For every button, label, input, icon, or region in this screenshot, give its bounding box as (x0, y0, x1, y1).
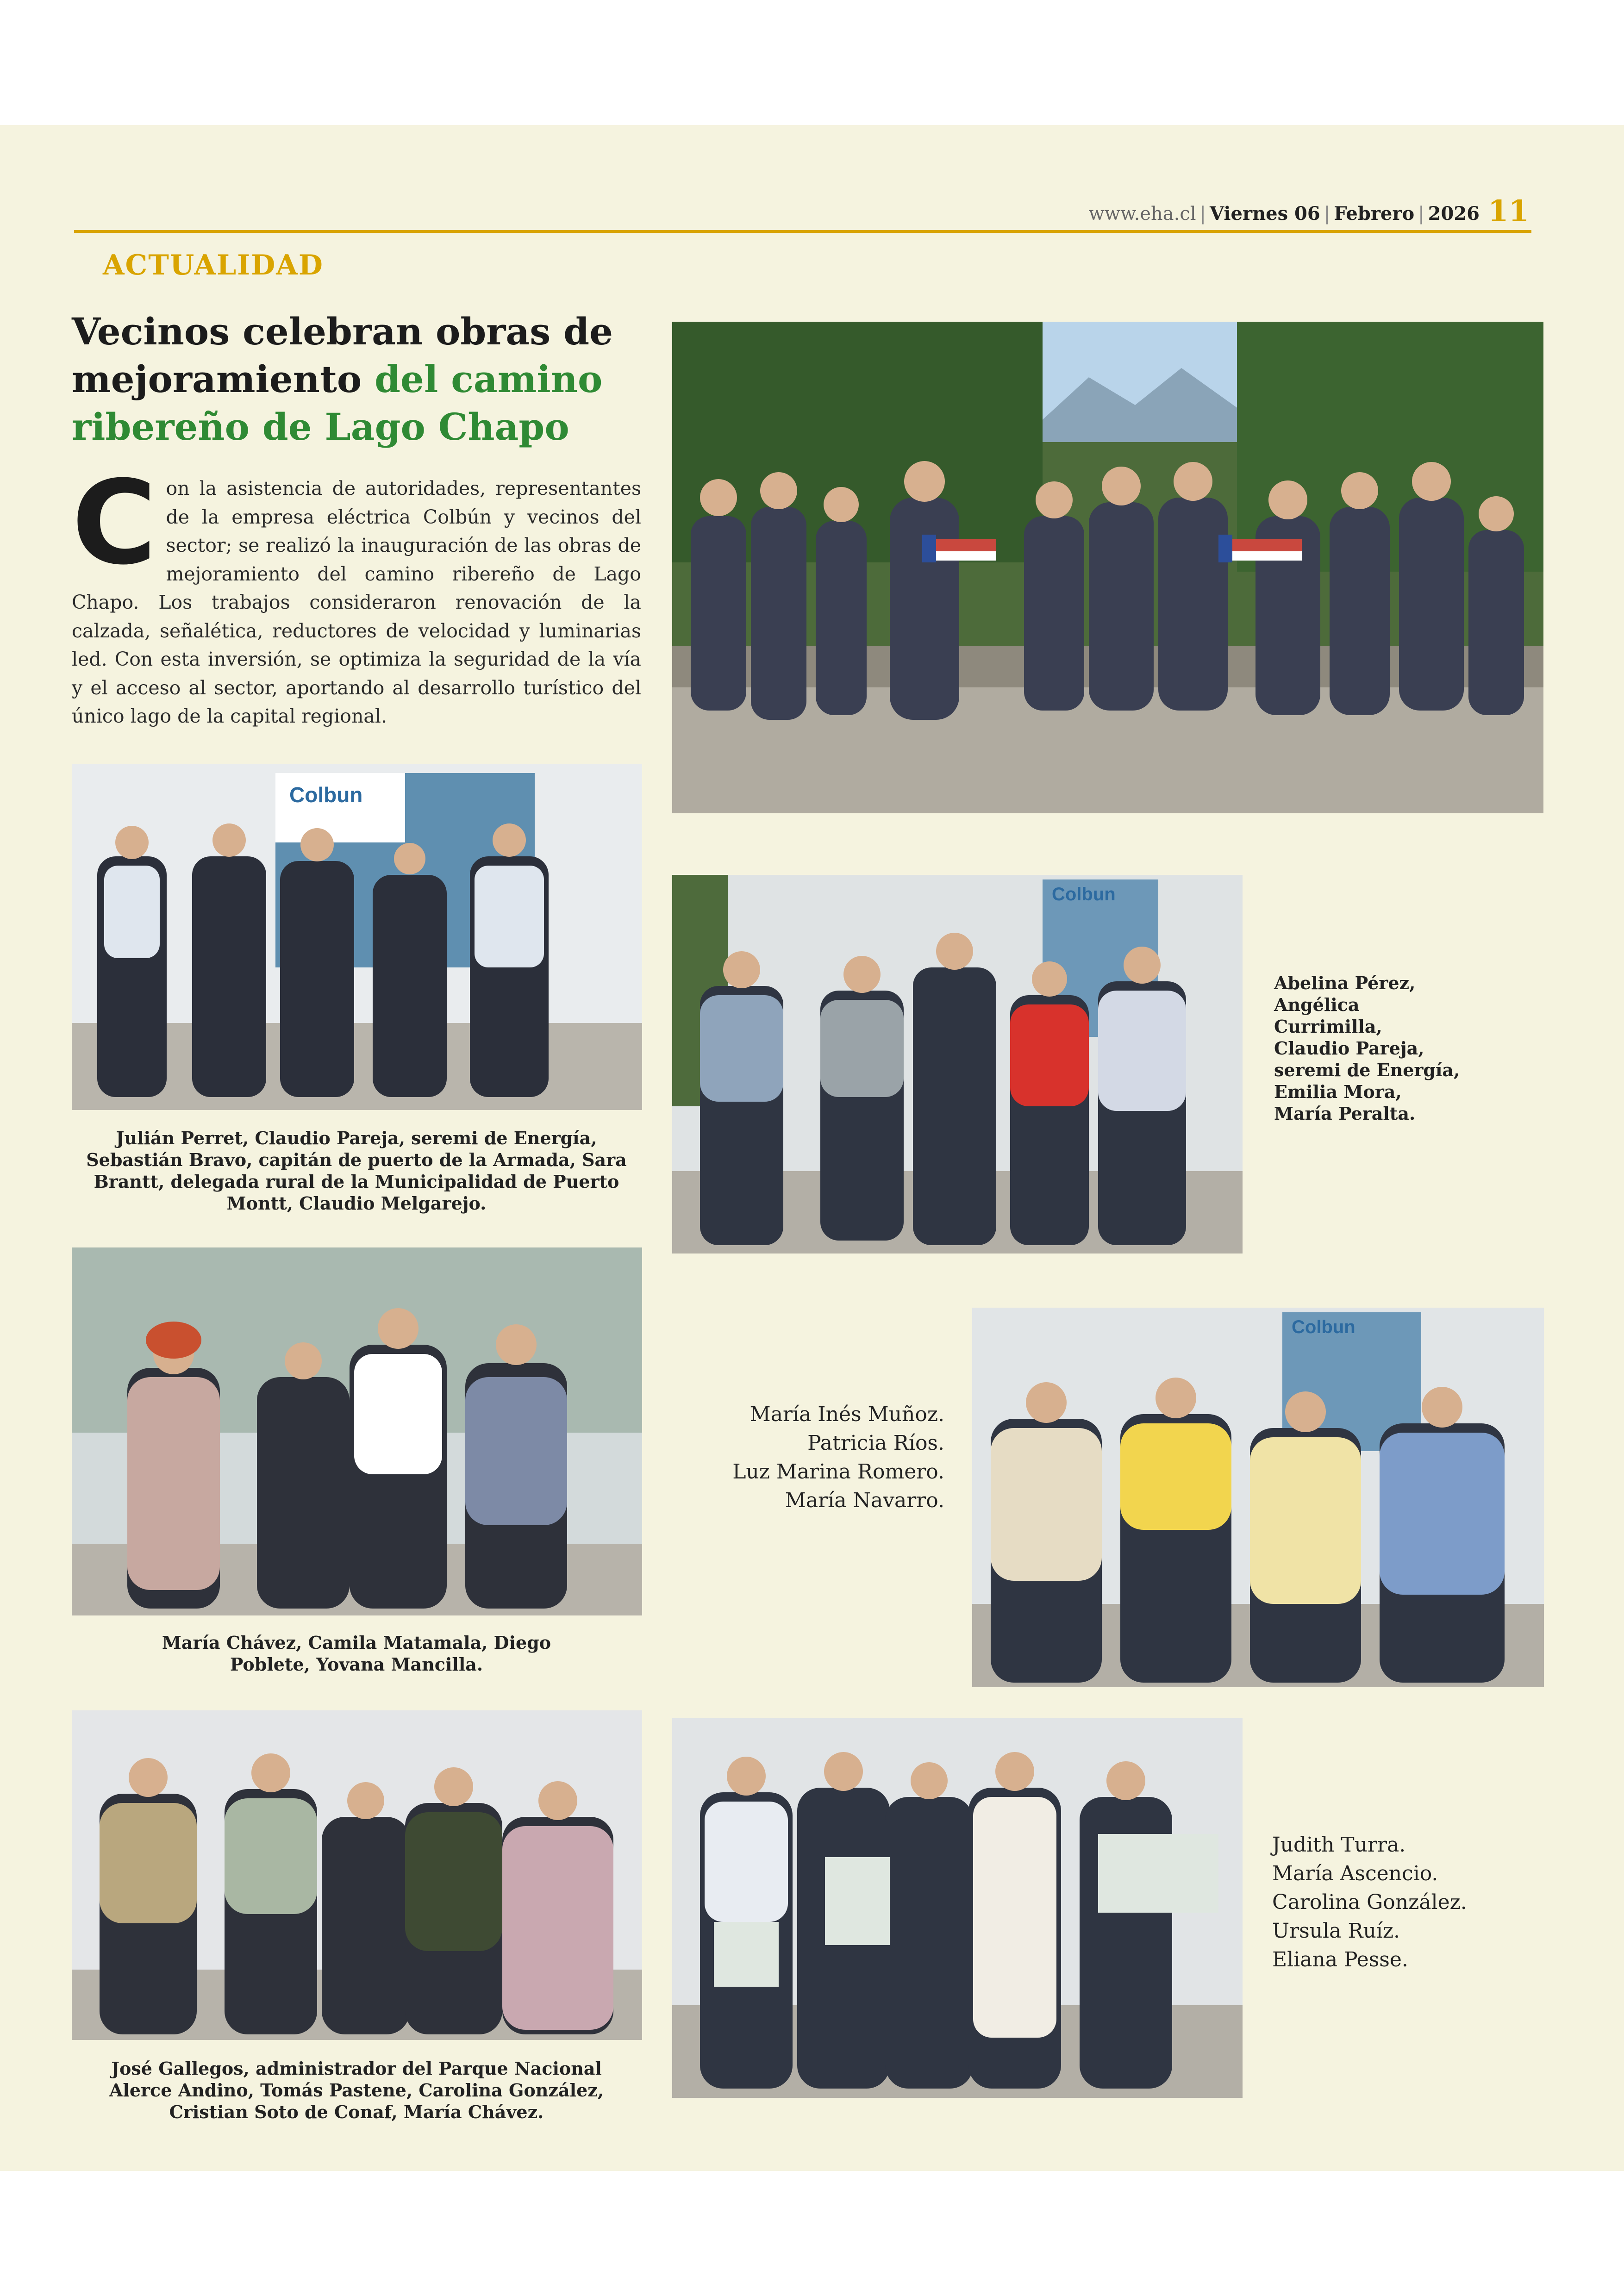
caption-line: seremi de Energía, (1274, 1060, 1460, 1080)
header-year: 2026 (1428, 203, 1480, 225)
main-photo-illustration (672, 322, 1543, 813)
caption-group5: José Gallegos, administrador del Parque Nacional Alerce Andino, Tomás Pastene, Carolina González, Cristian Soto de Conaf, María Chávez. (109, 2058, 604, 2122)
page-header (1088, 194, 1529, 229)
caption-line: Currimilla, (1274, 1016, 1382, 1037)
caption-line: Claudio Pareja, (1274, 1038, 1424, 1059)
caption-group4 (690, 1400, 944, 1515)
caption-line: María Peralta. (1274, 1103, 1416, 1124)
header-month: Febrero (1334, 203, 1415, 225)
caption-line: Judith Turra. (1272, 1833, 1406, 1857)
caption-line: Angélica (1274, 994, 1360, 1015)
caption-line: Patricia Ríos. (807, 1431, 944, 1455)
colbun-logo: Colbun (289, 783, 363, 807)
header-separator: | (1199, 203, 1206, 225)
caption-line: Ursula Ruíz. (1272, 1919, 1400, 1943)
lead-text: on la asistencia de autoridades, representantes de la empresa eléctrica Colbún y vecinos del sector; se realizó la inauguración de las obras de mejoramiento del camino ribereño de Lago Chapo. Los trabajos consideraron renovación de la calzada, señalética, reductores de velocidad y luminarias led. Con esta inversión, se optimiza la seguridad de la vía y el acceso al sector, aportando al desarrollo turístico del único lago de la capital regional. (72, 477, 641, 727)
caption-line: Eliana Pesse. (1272, 1948, 1408, 1971)
caption-group2 (1274, 972, 1468, 1124)
bottom-margin (0, 2171, 1624, 2295)
caption-line: Abelina Pérez, (1274, 973, 1416, 993)
caption-line: Emilia Mora, (1274, 1081, 1402, 1102)
group2-photo (672, 875, 1243, 1254)
group4-photo (972, 1308, 1544, 1687)
caption-line: María Inés Muñoz. (750, 1403, 944, 1426)
officials-photo-illustration (72, 764, 642, 1110)
group6-photo-illustration (672, 1718, 1243, 2098)
header-separator: | (1324, 203, 1330, 225)
group5-photo-illustration (72, 1710, 642, 2040)
caption-line: María Navarro. (785, 1489, 944, 1512)
group5-photo (72, 1710, 642, 2040)
caption-line: Luz Marina Romero. (732, 1460, 944, 1484)
officials-photo (72, 764, 642, 1110)
group4-photo-illustration (972, 1308, 1544, 1687)
group3-photo (72, 1247, 642, 1615)
caption-line: María Ascencio. (1272, 1862, 1438, 1885)
colbun-logo: Colbun (1052, 884, 1116, 904)
caption-group3: María Chávez, Camila Matamala, Diego Poblete, Yovana Mancilla. (162, 1632, 551, 1675)
headline-main: Vecinos celebran obras de mejoramiento (72, 310, 613, 401)
group2-photo-illustration (672, 875, 1243, 1254)
header-day: Viernes 06 (1210, 203, 1320, 225)
drop-cap: C (72, 455, 157, 590)
caption-line: Carolina González. (1272, 1890, 1467, 1914)
header-separator: | (1418, 203, 1424, 225)
group6-photo (672, 1718, 1243, 2098)
page-number: 11 (1487, 194, 1529, 229)
article-lead (72, 455, 641, 731)
colbun-logo: Colbun (1292, 1317, 1355, 1337)
site-url[interactable]: www.eha.cl (1088, 203, 1196, 225)
caption-officials: Julián Perret, Claudio Pareja, seremi de Energía, Sebastián Bravo, capitán de puerto de la Armada, Sara Brantt, delegada rural de la Municipalidad de Puerto Montt, Claudio Melgarejo. (86, 1128, 627, 1214)
header-rule (74, 230, 1531, 233)
group3-photo-illustration (72, 1247, 642, 1615)
section-label: ACTUALIDAD (103, 249, 324, 281)
headline-highlight: del camino ribereño de Lago Chapo (72, 357, 603, 449)
top-margin (0, 0, 1624, 125)
caption-group6 (1272, 1831, 1531, 1974)
article-headline (72, 308, 655, 451)
main-photo (672, 322, 1543, 813)
